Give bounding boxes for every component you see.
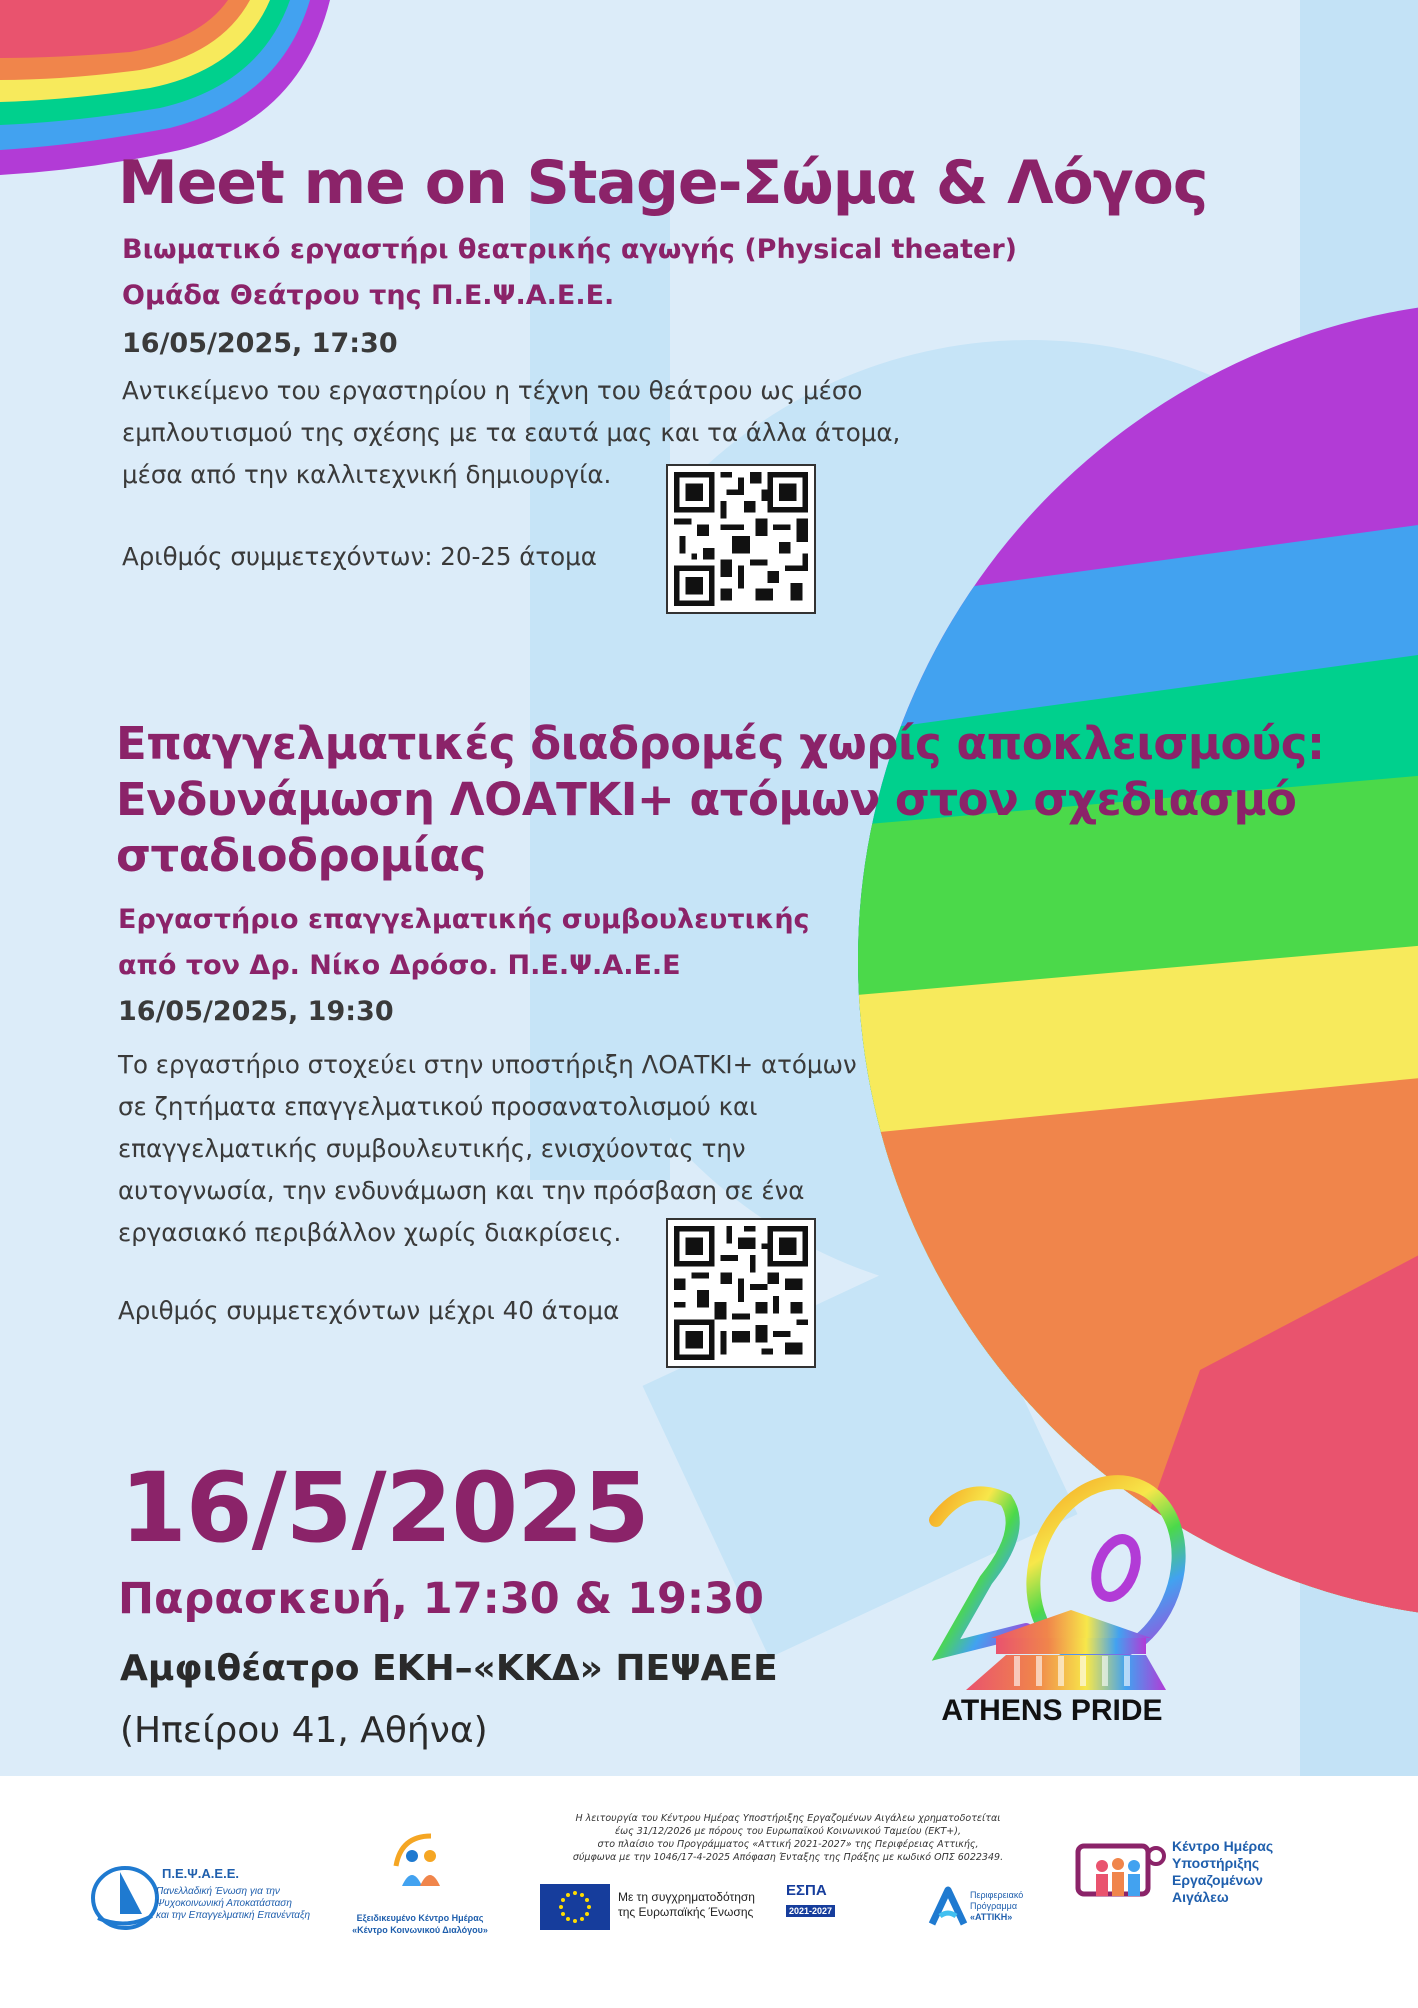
event2-desc-line: αυτογνωσία, την ενδυνάμωση και την πρόσβαση σε ένα <box>118 1176 805 1205</box>
event2-description <box>118 1044 998 1254</box>
event2-participants: Αριθμός συμμετεχόντων μέχρι 40 άτομα <box>118 1296 620 1325</box>
event1-desc-line: μέσα από την καλλιτεχνική δημιουργία. <box>122 460 612 489</box>
kkd-label-line: Εξειδικευμένο Κέντρο Ημέρας <box>356 1913 484 1923</box>
event1-datetime: 16/05/2025, 17:30 <box>122 328 398 359</box>
event2-desc-line: επαγγελματικής συμβουλευτικής, ενισχύοντας την <box>118 1134 746 1163</box>
funding-line: στο πλαίσιο του Προγράμματος «Αττική 2021-2027» της Περιφέρειας Αττικής, <box>597 1839 979 1850</box>
event-venue: Αμφιθέατρο ΕΚΗ–«ΚΚΔ» ΠΕΨΑΕΕ <box>120 1648 778 1689</box>
kentro-hmeras-line: Υποστήριξης <box>1172 1855 1260 1871</box>
attiki-label-line: Πρόγραμμα <box>970 1901 1018 1911</box>
kentro-hmeras-line: Αιγάλεω <box>1172 1889 1229 1905</box>
pesaee-sub-line: Ψυχοκοινωνική Αποκατάσταση <box>156 1898 292 1909</box>
event1-qr-code[interactable] <box>666 464 816 614</box>
event1-organizer: Ομάδα Θεάτρου της Π.Ε.Ψ.Α.Ε.Ε. <box>122 280 615 311</box>
kkd-label-line: «Κέντρο Κοινωνικού Διαλόγου» <box>352 1925 488 1935</box>
espa-title: ΕΣΠΑ <box>786 1882 827 1899</box>
espa-years: 2021-2027 <box>786 1905 835 1917</box>
event-date: 16/5/2025 <box>120 1452 649 1564</box>
event-day-time: Παρασκευή, 17:30 & 19:30 <box>118 1574 764 1624</box>
event1-participants: Αριθμός συμμετεχόντων: 20-25 άτομα <box>122 542 597 571</box>
event2-title-line: Ενδυνάμωση ΛΟΑΤΚΙ+ ατόμων στον σχεδιασμό <box>116 773 1297 826</box>
event2-qr-code[interactable] <box>666 1218 816 1368</box>
funding-line: έως 31/12/2026 με πόρους του Ευρωπαϊκού Κοινωνικού Ταμείου (ΕΚΤ+), <box>615 1826 961 1837</box>
funding-line: σύμφωνα με την 1046/17-4-2025 Απόφαση Ένταξης της Πράξης με κωδικό ΟΠΣ 6022349. <box>572 1852 1004 1863</box>
event2-subtitle: Εργαστήριο επαγγελματικής συμβουλευτικής <box>118 904 810 935</box>
funding-line: Η λειτουργία του Κέντρου Ημέρας Υποστήριξης Εργαζομένων Αιγάλεω χρηματοδοτείται <box>575 1813 1001 1824</box>
event2-desc-line: εργασιακό περιβάλλον χωρίς διακρίσεις. <box>118 1218 622 1247</box>
event2-title-line: σταδιοδρομίας <box>116 829 486 882</box>
kentro-hmeras-line: Εργαζομένων <box>1172 1872 1263 1888</box>
event2-title <box>116 716 1324 884</box>
attiki-label-line: «ΑΤΤΙΚΗ» <box>970 1912 1013 1922</box>
event2-datetime: 16/05/2025, 19:30 <box>118 996 394 1027</box>
event1-description <box>122 370 1002 496</box>
event-address: (Ηπείρου 41, Αθήνα) <box>120 1710 488 1751</box>
event2-title-line: Επαγγελματικές διαδρομές χωρίς αποκλεισμούς: <box>116 717 1325 770</box>
footer <box>0 1776 1418 2008</box>
event2-organizer: από τον Δρ. Νίκο Δρόσο. Π.Ε.Ψ.Α.Ε.Ε <box>118 950 681 981</box>
pesaee-sub-line: και την Επαγγελματική Επανένταξη <box>156 1910 311 1921</box>
pesaee-sub-line: Πανελλαδική Ένωση για την <box>156 1886 280 1897</box>
event2-desc-line: Το εργαστήριο στοχεύει στην υποστήριξη ΛΟΑΤΚΙ+ ατόμων <box>118 1050 857 1079</box>
eu-text-line: της Ευρωπαϊκής Ένωσης <box>618 1905 754 1919</box>
event2-desc-line: σε ζητήματα επαγγελματικού προσανατολισμού και <box>118 1092 758 1121</box>
pesaee-title: Π.Ε.Ψ.Α.Ε.Ε. <box>162 1866 239 1881</box>
event1-subtitle: Βιωματικό εργαστήρι θεατρικής αγωγής (Physical theater) <box>122 234 1018 265</box>
event1-title: Meet me on Stage-Σώμα & Λόγος <box>118 148 1208 218</box>
eu-text-line: Με τη συγχρηματοδότηση <box>618 1890 755 1904</box>
kentro-hmeras-line: Κέντρο Ημέρας <box>1172 1838 1274 1854</box>
attiki-label-line: Περιφερειακό <box>970 1890 1024 1900</box>
event1-desc-line: Αντικείμενο του εργαστηρίου η τέχνη του θεάτρου ως μέσο <box>122 376 863 405</box>
event1-desc-line: εμπλουτισμού της σχέσης με τα εαυτά μας και τα άλλα άτομα, <box>122 418 901 447</box>
athens-pride-label: ATHENS PRIDE <box>941 1694 1163 1727</box>
